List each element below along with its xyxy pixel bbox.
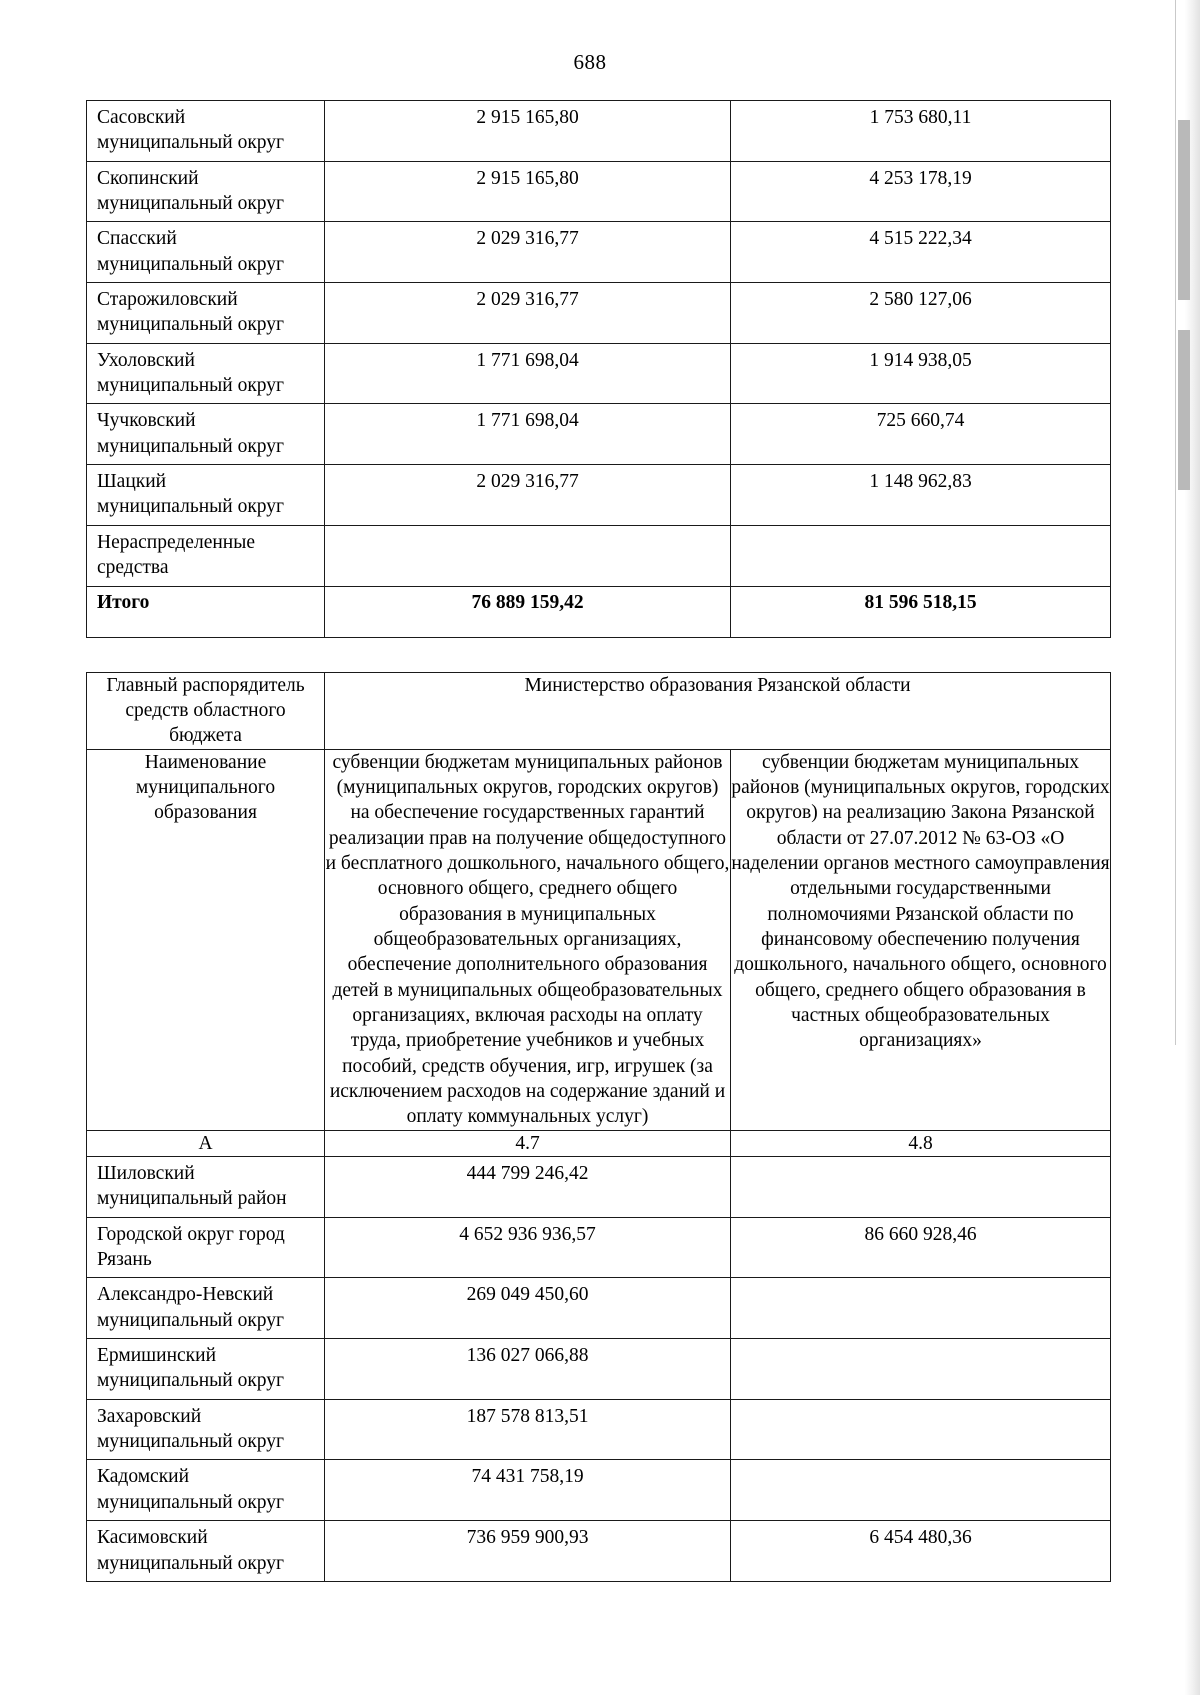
table-row <box>87 283 1111 344</box>
municipality-name-line-2: муниципальный округ <box>97 253 285 275</box>
municipality-name-cell <box>87 1521 325 1582</box>
amount-cell-col-1 <box>325 222 731 283</box>
header-cell-ministry: Министерство образования Рязанской области <box>325 672 1111 749</box>
amount-cell-col-1 <box>325 343 731 404</box>
municipality-name-line-1: Нераспределенные <box>97 531 255 553</box>
amount-cell-col-2 <box>731 1521 1111 1582</box>
municipality-name-line-2: муниципальный район <box>97 1188 287 1210</box>
municipality-name-cell <box>87 1399 325 1460</box>
amount-value: 2 580 127,06 <box>869 289 972 311</box>
amount-value: 2 915 165,80 <box>476 107 579 128</box>
municipality-name-line-2: муниципальный округ <box>97 1370 285 1392</box>
amount-value: 76 889 159,42 <box>471 591 584 613</box>
amount-value <box>731 1278 1110 1287</box>
amount-cell-col-1 <box>325 1399 731 1460</box>
municipality-name-line-1: Касимовский <box>97 1527 208 1549</box>
amount-cell-col-2 <box>731 161 1111 222</box>
amount-value <box>731 1157 1110 1166</box>
amount-cell-col-2 <box>731 101 1111 162</box>
table-row <box>87 222 1111 283</box>
amount-value: 2 029 316,77 <box>476 471 579 493</box>
amount-cell-col-2 <box>731 1157 1111 1218</box>
amount-cell-col-2 <box>731 1278 1111 1339</box>
municipality-name-line-2: муниципальный округ <box>97 1431 285 1453</box>
municipality-name-line-1: Шиловский <box>97 1163 195 1185</box>
header-cell-chief-manager: Главный распорядитель средств областного бюджета <box>87 672 325 749</box>
table-row <box>87 1339 1111 1400</box>
amount-cell-col-1 <box>325 161 731 222</box>
municipality-name-line-1: Захаровский <box>97 1405 202 1427</box>
amount-value: 1 148 962,83 <box>869 471 972 493</box>
municipality-name-cell <box>87 343 325 404</box>
table-row <box>87 404 1111 465</box>
scan-margin-line <box>1175 0 1176 1045</box>
municipality-name-cell <box>87 525 325 586</box>
amount-value <box>325 526 730 535</box>
amount-value: 2 029 316,77 <box>476 228 579 250</box>
header-cell-municipality-name: Наименование муниципального образования <box>87 749 325 1130</box>
amount-value: 74 431 758,19 <box>471 1466 584 1488</box>
municipality-name-cell <box>87 1460 325 1521</box>
municipality-name-line-1: Шацкий <box>97 471 167 493</box>
amount-cell-col-2 <box>731 1339 1111 1400</box>
municipality-name-cell <box>87 283 325 344</box>
amount-cell-col-2 <box>731 1460 1111 1521</box>
municipality-name-cell <box>87 465 325 526</box>
table-row <box>87 1278 1111 1339</box>
municipality-name-line-1: Чучковский <box>97 410 196 432</box>
municipality-name-line-2: муниципальный округ <box>97 435 285 457</box>
amount-value <box>731 1460 1110 1469</box>
municipality-name-line-1: Ермишинский <box>97 1345 217 1367</box>
municipality-name-line-2: муниципальный округ <box>97 1309 285 1331</box>
municipality-name-line-2: муниципальный округ <box>97 132 285 154</box>
amount-cell-col-1 <box>325 1157 731 1218</box>
municipality-name-line-2: муниципальный округ <box>97 1552 285 1574</box>
amount-cell-col-1 <box>325 525 731 586</box>
municipality-name-line-1: Городской округ город <box>97 1223 285 1245</box>
municipality-name-cell <box>87 222 325 283</box>
table-header-row-top <box>87 672 1111 749</box>
amount-value: 86 660 928,46 <box>864 1223 977 1245</box>
table-row <box>87 161 1111 222</box>
scan-speckle <box>1178 120 1190 300</box>
municipality-name-cell <box>87 101 325 162</box>
municipality-name-line-2: муниципальный округ <box>97 496 285 518</box>
municipality-name-line-2: муниципальный округ <box>97 375 285 397</box>
header-cell-column-47: субвенции бюджетам муниципальных районов (муниципальных округов, городских округов) на обеспечение государственных гарантий реализации прав на получение общедоступного и бесплатного дошкольного, начального общего, основного общего, среднего общего образования в муниципальных общеобразовательных организациях, обеспечение дополнительного образования детей в муниципальных общеобразовательных организациях, включая расходы на оплату труда, приобретение учебников и учебных пособий, средств обучения, игр, игрушек (за исключением расходов на содержание зданий и оплату коммунальных услуг) <box>325 749 731 1130</box>
municipality-name-cell <box>87 1278 325 1339</box>
amount-cell-col-1 <box>325 586 731 637</box>
column-code-a: А <box>87 1130 325 1156</box>
amount-cell-col-2 <box>731 404 1111 465</box>
table-row <box>87 1157 1111 1218</box>
municipality-name-line-1: Старожиловский <box>97 289 238 311</box>
amount-value: 4 652 936 936,57 <box>459 1223 596 1245</box>
amount-value: 6 454 480,36 <box>869 1527 972 1549</box>
table-row <box>87 1399 1111 1460</box>
amount-cell-col-1 <box>325 404 731 465</box>
amount-cell-col-1 <box>325 101 731 162</box>
column-code-48: 4.8 <box>731 1130 1111 1156</box>
amount-cell-col-1 <box>325 1521 731 1582</box>
amount-value: 2 029 316,77 <box>476 289 579 311</box>
municipality-name-cell <box>87 1217 325 1278</box>
amount-cell-col-1 <box>325 1278 731 1339</box>
municipality-name-line-2: муниципальный округ <box>97 1491 285 1513</box>
municipality-name-line-1: Скопинский <box>97 167 199 189</box>
amount-value: 1 753 680,11 <box>869 107 972 128</box>
amount-value: 1 771 698,04 <box>476 410 579 432</box>
table-row <box>87 1460 1111 1521</box>
amount-value: 1 914 938,05 <box>869 349 972 371</box>
amount-value: 187 578 813,51 <box>466 1405 589 1427</box>
table-row <box>87 465 1111 526</box>
header-cell-column-48: субвенции бюджетам муниципальных районов (муниципальных округов, городских округов) на реализацию Закона Рязанской области от 27.07.2012 № 63-ОЗ «О наделении органов местного самоуправления отдельными государственными полномочиями Рязанской области по финансовому обеспечению получения дошкольного, начального общего, основного общего, среднего общего образования в частных общеобразовательных организациях» <box>731 749 1111 1130</box>
table-row <box>87 343 1111 404</box>
budget-table-continued <box>86 100 1111 638</box>
document-body <box>86 100 1110 1582</box>
amount-cell-col-1 <box>325 1460 731 1521</box>
amount-value <box>731 526 1110 535</box>
amount-cell-col-2 <box>731 525 1111 586</box>
table-gap <box>86 638 1110 672</box>
table-total-row <box>87 586 1111 637</box>
amount-cell-col-2 <box>731 465 1111 526</box>
amount-cell-col-1 <box>325 283 731 344</box>
table-row <box>87 525 1111 586</box>
municipality-name-cell <box>87 586 325 637</box>
municipality-name-cell <box>87 161 325 222</box>
municipality-name-cell <box>87 1339 325 1400</box>
municipality-name-line-2: средства <box>97 557 169 579</box>
amount-value: 81 596 518,15 <box>864 591 977 613</box>
amount-cell-col-2 <box>731 222 1111 283</box>
page-number: 688 <box>573 50 607 74</box>
table-row <box>87 101 1111 162</box>
amount-cell-col-1 <box>325 1339 731 1400</box>
amount-value: 4 253 178,19 <box>869 167 972 189</box>
amount-value <box>731 1400 1110 1409</box>
municipality-name-line-2: муниципальный округ <box>97 314 285 336</box>
municipality-name-line-1: Кадомский <box>97 1466 190 1488</box>
municipality-name-line-1: Спасский <box>97 228 177 250</box>
amount-value: 2 915 165,80 <box>476 167 579 189</box>
table-row <box>87 1217 1111 1278</box>
amount-value: 725 660,74 <box>876 410 965 432</box>
amount-value: 1 771 698,04 <box>476 349 579 371</box>
amount-cell-col-2 <box>731 1217 1111 1278</box>
table-header-row-descriptions <box>87 749 1111 1130</box>
column-code-47: 4.7 <box>325 1130 731 1156</box>
municipality-name-cell <box>87 404 325 465</box>
municipality-name-line-1: Ухоловский <box>97 349 195 371</box>
amount-value: 136 027 066,88 <box>466 1345 589 1367</box>
scan-speckle <box>1178 330 1190 490</box>
amount-cell-col-2 <box>731 586 1111 637</box>
education-ministry-table <box>86 672 1111 1582</box>
amount-cell-col-1 <box>325 1217 731 1278</box>
municipality-name-line-2: муниципальный округ <box>97 193 285 215</box>
amount-cell-col-2 <box>731 283 1111 344</box>
amount-value: 269 049 450,60 <box>466 1284 589 1306</box>
amount-cell-col-2 <box>731 343 1111 404</box>
amount-value <box>731 1339 1110 1348</box>
municipality-name-line-1: Александро-Невский <box>97 1284 274 1306</box>
municipality-name-line-1: Итого <box>97 591 150 613</box>
municipality-name-line-2: Рязань <box>97 1249 152 1271</box>
amount-cell-col-2 <box>731 1399 1111 1460</box>
table-column-code-row <box>87 1130 1111 1156</box>
amount-value: 4 515 222,34 <box>869 228 972 250</box>
table-row <box>87 1521 1111 1582</box>
amount-cell-col-1 <box>325 465 731 526</box>
amount-value: 444 799 246,42 <box>466 1163 589 1185</box>
amount-value: 736 959 900,93 <box>466 1527 589 1549</box>
municipality-name-cell <box>87 1157 325 1218</box>
municipality-name-line-1: Сасовский <box>97 107 186 128</box>
